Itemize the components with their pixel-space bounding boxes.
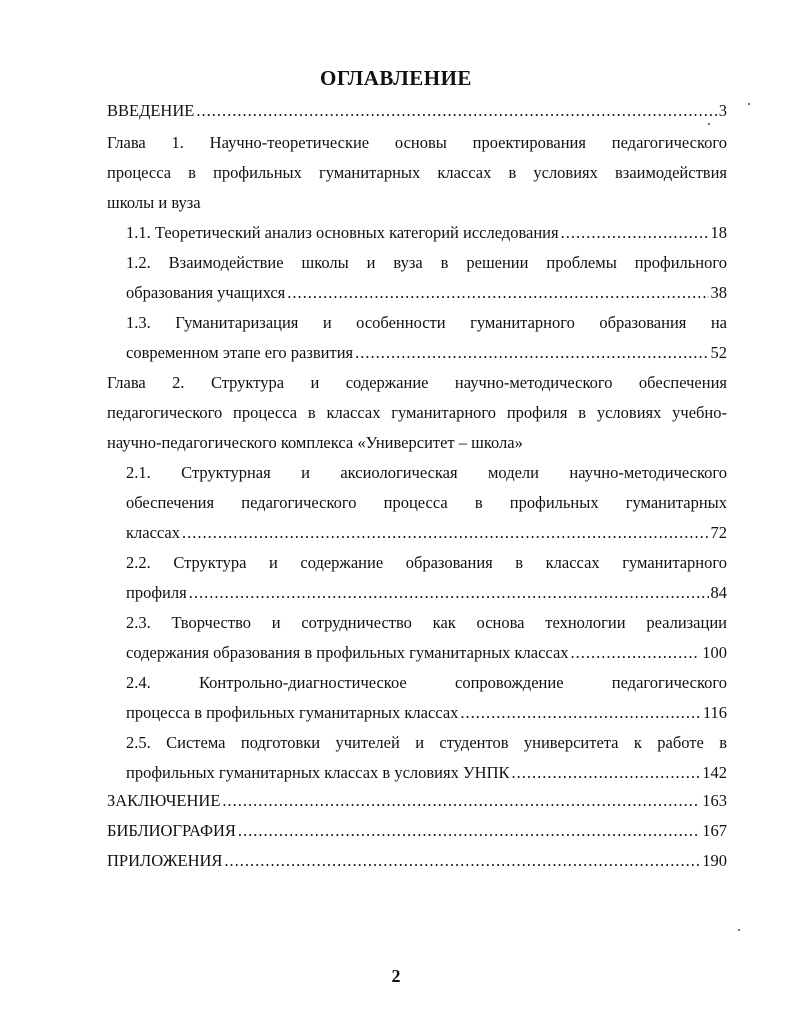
toc-page-number: 116 xyxy=(702,703,727,722)
toc-entry-label: образования учащихся xyxy=(126,283,286,302)
toc-page-number: 163 xyxy=(702,791,727,810)
toc-page-number: 52 xyxy=(710,343,727,362)
toc-entry-2-1-line-1: 2.1. Структурная и аксиологическая модели научно-методического xyxy=(126,463,727,482)
chapter-2-heading-line-2: педагогического процесса в классах гуманитарного профиля в условиях учебно- xyxy=(107,403,727,422)
toc-page-number: 142 xyxy=(702,763,727,782)
toc-page-number: 18 xyxy=(710,223,727,242)
toc-leader-dots xyxy=(512,763,701,783)
toc-entry-2-5-line-1: 2.5. Система подготовки учителей и студентов университета к работе в xyxy=(126,733,727,752)
chapter-1-heading-line-3: школы и вуза xyxy=(107,193,201,212)
toc-leader-dots xyxy=(222,791,700,811)
toc-leader-dots xyxy=(571,643,701,663)
toc-entry-conclusion xyxy=(107,791,727,811)
toc-leader-dots xyxy=(189,583,709,603)
toc-leader-dots xyxy=(182,523,709,543)
toc-entry-label: ЗАКЛЮЧЕНИЕ xyxy=(107,791,221,810)
toc-leader-dots xyxy=(238,821,700,841)
toc-entry-1-3-line-1: 1.3. Гуманитаризация и особенности гуманитарного образования на xyxy=(126,313,727,332)
toc-leader-dots xyxy=(224,851,700,871)
chapter-1-heading-line-2: процесса в профильных гуманитарных классах в условиях взаимодействия xyxy=(107,163,727,182)
toc-entry-label: профильных гуманитарных классах в условиях УНПК xyxy=(126,763,510,782)
chapter-2-heading-line-3: научно-педагогического комплекса «Университет – школа» xyxy=(107,433,523,452)
toc-entry-2-1 xyxy=(126,523,727,543)
chapter-2-heading-line-1: Глава 2. Структура и содержание научно-методического обеспечения xyxy=(107,373,727,392)
toc-page-number: 190 xyxy=(702,851,727,870)
toc-entry-label: классах xyxy=(126,523,180,542)
toc-entry-label: БИБЛИОГРАФИЯ xyxy=(107,821,236,840)
toc-entry-2-2 xyxy=(126,583,727,603)
toc-entry-label: процесса в профильных гуманитарных классах xyxy=(126,703,459,722)
toc-entry-1-3 xyxy=(126,343,727,363)
toc-entry-2-4 xyxy=(126,703,727,723)
page-title: ОГЛАВЛЕНИЕ xyxy=(320,66,472,90)
toc-entry-2-1-line-2: обеспечения педагогического процесса в профильных гуманитарных xyxy=(126,493,727,512)
toc-entry-2-2-line-1: 2.2. Структура и содержание образования в классах гуманитарного xyxy=(126,553,727,572)
toc-entry-2-4-line-1: 2.4. Контрольно-диагностическое сопровождение педагогического xyxy=(126,673,727,692)
scan-speck xyxy=(708,123,710,125)
toc-entry-label: ПРИЛОЖЕНИЯ xyxy=(107,851,223,870)
toc-entry-1-1 xyxy=(126,223,727,243)
page-number: 2 xyxy=(391,966,401,986)
toc-entry-bibliography xyxy=(107,821,727,841)
toc-entry-2-5 xyxy=(126,763,727,783)
scan-speck xyxy=(748,103,750,105)
toc-entry-label: ВВЕДЕНИЕ xyxy=(107,101,195,120)
toc-leader-dots xyxy=(561,223,709,243)
scan-speck xyxy=(738,929,740,931)
toc-entry-label: содержания образования в профильных гуманитарных классах xyxy=(126,643,569,662)
toc-entry-label: 1.1. Теоретический анализ основных категорий исследования xyxy=(126,223,559,242)
chapter-1-heading-line-1: Глава 1. Научно-теоретические основы проектирования педагогического xyxy=(107,133,727,152)
toc-entry-2-3-line-1: 2.3. Творчество и сотрудничество как основа технологии реализации xyxy=(126,613,727,632)
toc-page-number: 38 xyxy=(710,283,727,302)
toc-page-number: 3 xyxy=(718,101,727,120)
toc-entry-1-2-line-1: 1.2. Взаимодействие школы и вуза в решении проблемы профильного xyxy=(126,253,727,272)
toc-entry-appendices xyxy=(107,851,727,871)
toc-entry-label: профиля xyxy=(126,583,187,602)
toc-entry-1-2 xyxy=(126,283,727,303)
toc-leader-dots xyxy=(196,101,716,121)
toc-page-number: 84 xyxy=(710,583,727,602)
toc-page-number: 72 xyxy=(710,523,727,542)
toc-entry-2-3 xyxy=(126,643,727,663)
toc-leader-dots xyxy=(287,283,708,303)
toc-entry-intro xyxy=(107,101,727,121)
toc-page-number: 100 xyxy=(702,643,727,662)
toc-page-number: 167 xyxy=(702,821,727,840)
toc-entry-label: современном этапе его развития xyxy=(126,343,354,362)
toc-leader-dots xyxy=(355,343,708,363)
toc-leader-dots xyxy=(460,703,700,723)
